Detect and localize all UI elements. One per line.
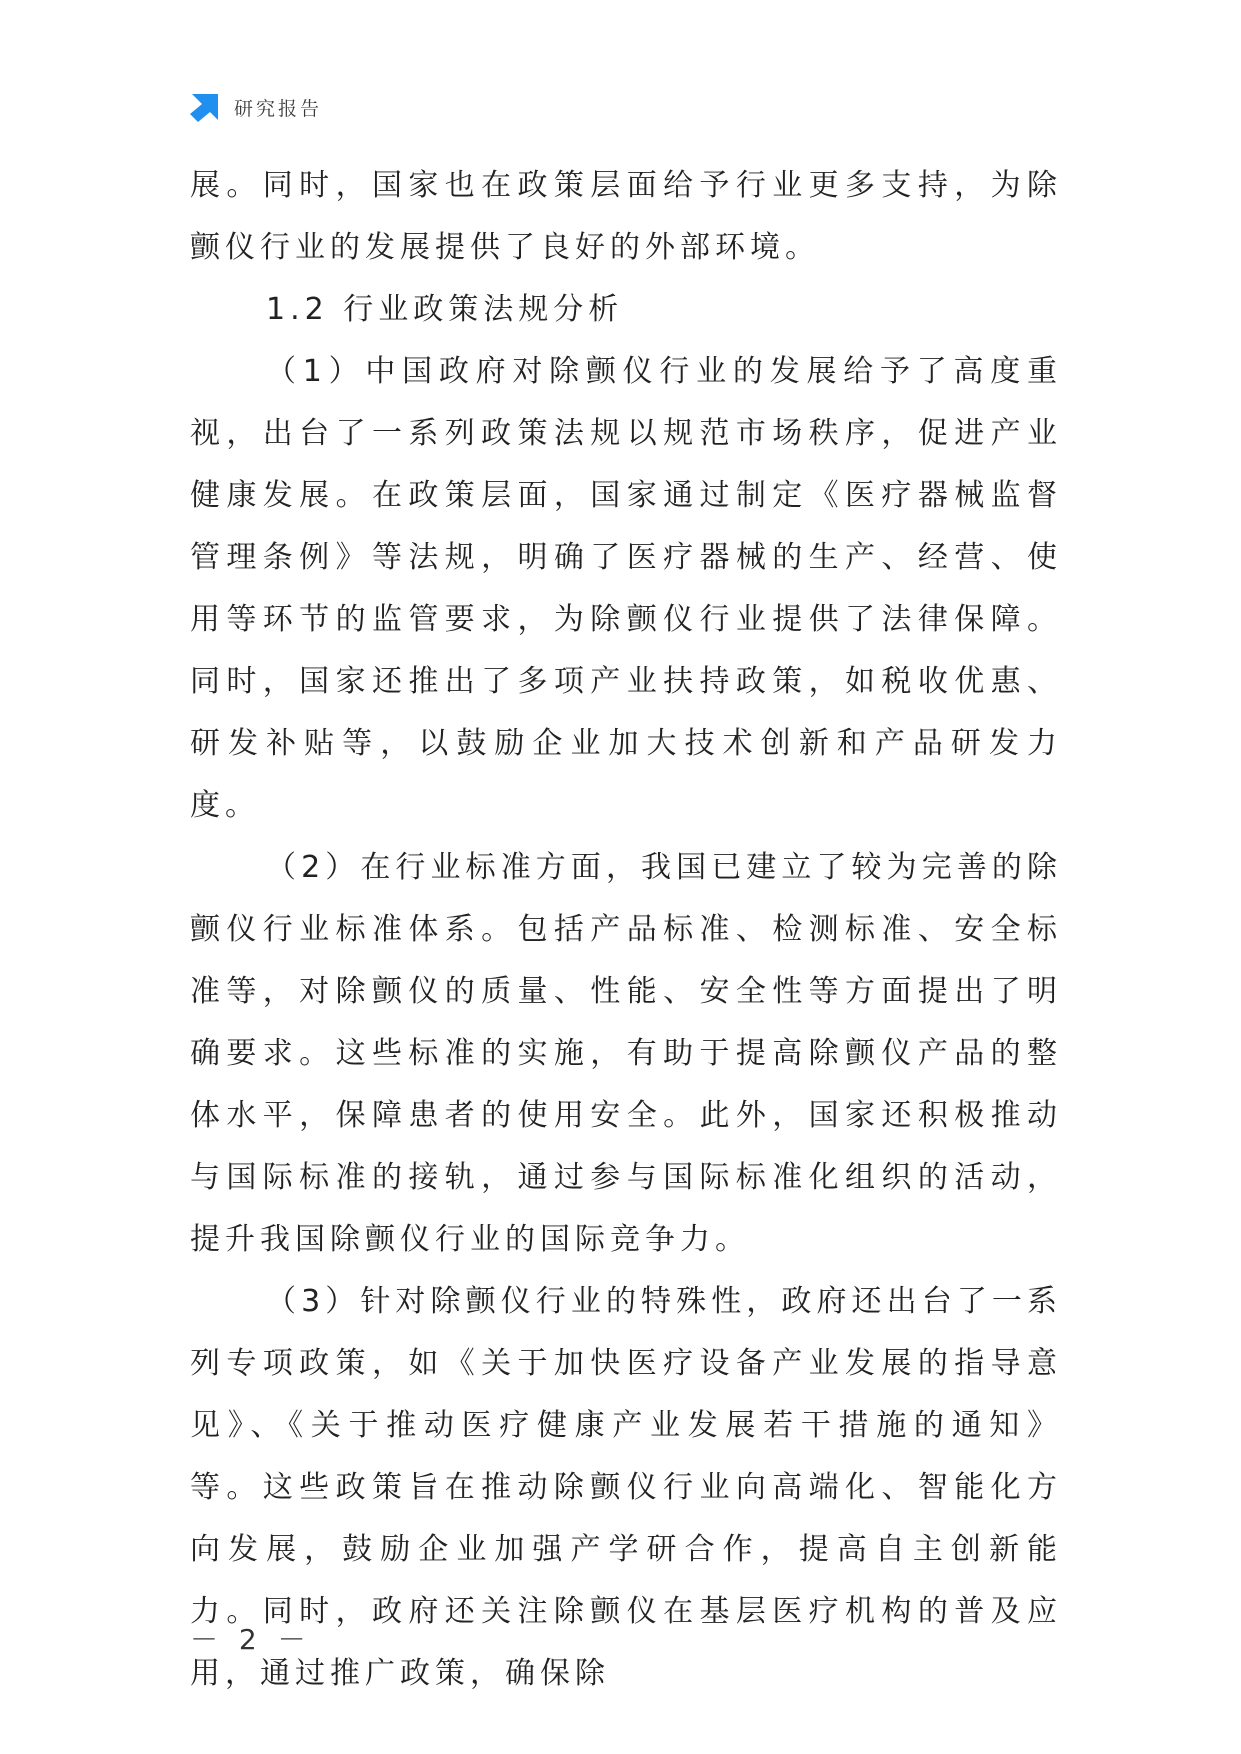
header-title: 研究报告: [234, 97, 323, 120]
paragraph-1: （1）中国政府对除颤仪行业的发展给予了高度重视，出台了一系列政策法规以规范市场秩序，促进产业健康发展。在政策层面，国家通过制定《医疗器械监督管理条例》等法规，明确了医疗器械的生产、经营、使用等环节的监管要求，为除颤仪行业提供了法律保障。同时，国家还推出了多项产业扶持政策，如税收优惠、研发补贴等，以鼓励企业加大技术创新和产品研发力度。: [190, 354, 1062, 823]
section-heading: 1.2 行业政策法规分析: [266, 292, 624, 327]
page-number: － 2 －: [190, 1623, 312, 1656]
page-header: [190, 92, 322, 122]
arrow-logo-icon: [190, 92, 220, 122]
paragraph-2: （2）在行业标准方面，我国已建立了较为完善的除颤仪行业标准体系。包括产品标准、检测标准、安全标准等，对除颤仪的质量、性能、安全性等方面提出了明确要求。这些标准的实施，有助于提高除颤仪产品的整体水平，保障患者的使用安全。此外，国家还积极推动与国际标准的接轨，通过参与国际标准化组织的活动，提升我国除颤仪行业的国际竞争力。: [190, 850, 1062, 1257]
paragraph-continuation: 展。同时，国家也在政策层面给予行业更多支持，为除颤仪行业的发展提供了良好的外部环境。: [190, 168, 1062, 265]
paragraph-3: （3）针对除颤仪行业的特殊性，政府还出台了一系列专项政策，如《关于加快医疗设备产业发展的指导意见》、《关于推动医疗健康产业发展若干措施的通知》等。这些政策旨在推动除颤仪行业向高端化、智能化方向发展，鼓励企业加强产学研合作，提高自主创新能力。同时，政府还关注除颤仪在基层医疗机构的普及应用，通过推广政策，确保除: [190, 1284, 1062, 1691]
document-body: [190, 155, 1062, 1705]
